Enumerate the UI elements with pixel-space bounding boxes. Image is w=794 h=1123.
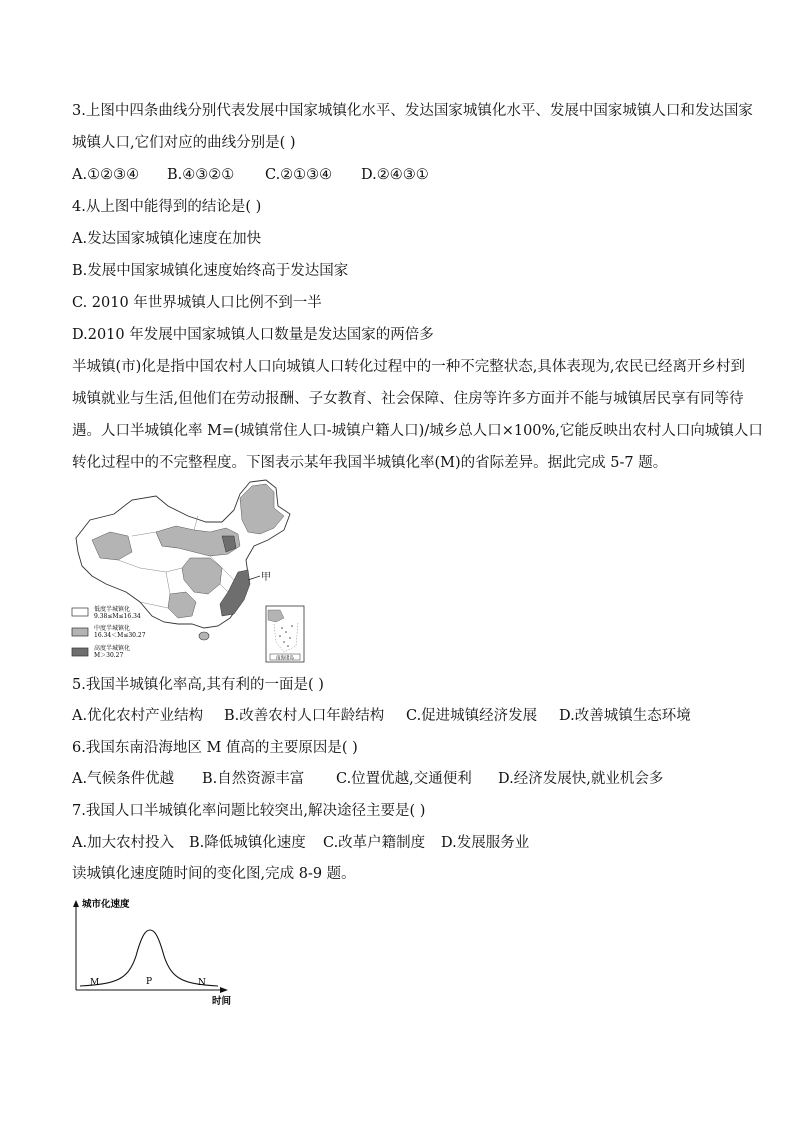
- marker-leader-line: [248, 576, 260, 580]
- q6-options: [72, 769, 663, 789]
- q3-stem-line1: 3.上图中四条曲线分别代表发展中国家城镇化水平、发达国家城镇化水平、发展中国家城镇人口和发达国家: [72, 103, 753, 119]
- point-p-label: P: [146, 977, 153, 987]
- curve-svg: [66, 896, 246, 1012]
- q7-option-a: A.加大农村投入: [72, 835, 175, 851]
- q7-options: [72, 833, 529, 853]
- q6-option-d: D.经济发展快,就业机会多: [498, 771, 664, 787]
- legend-high-title: 高度半城镇化: [94, 645, 131, 652]
- passage-line-1: 半城镇(市)化是指中国农村人口向城镇人口转化过程中的一种不完整状态,具体表现为,农民已经离开乡村到: [72, 359, 746, 375]
- legend-medium-range: 16.34＜M≤30.27: [94, 632, 146, 639]
- q5-stem: 5.我国半城镇化率高,其有利的一面是( ): [72, 677, 324, 693]
- legend-swatch-low: [72, 608, 88, 616]
- q7-stem: 7.我国人口半城镇化率问题比较突出,解决途径主要是( ): [72, 803, 426, 819]
- q3-option-d: D.②④③①: [361, 167, 429, 183]
- q3-option-a: A.①②③④: [72, 167, 140, 183]
- passage-line-2: 城镇就业与生活,但他们在劳动报酬、子女教育、社会保障、住房等许多方面并不能与城镇居民享有同等待: [72, 391, 744, 407]
- legend-low-title: 低度半城镇化: [94, 606, 131, 613]
- q7-option-c: C.改革户籍制度: [323, 835, 426, 851]
- q6-option-b: B.自然资源丰富: [202, 771, 305, 787]
- q3-options: [72, 165, 429, 185]
- legend-swatch-high: [72, 648, 88, 656]
- marker-jia: 甲: [261, 572, 271, 583]
- legend-high-range: M＞30.27: [94, 652, 124, 659]
- q4-option-c: C. 2010 年世界城镇人口比例不到一半: [72, 295, 322, 311]
- q4-stem: 4.从上图中能得到的结论是( ): [72, 199, 262, 215]
- y-axis-arrow: [73, 900, 79, 907]
- q6-option-a: A.气候条件优越: [72, 771, 175, 787]
- legend-swatch-medium: [72, 628, 88, 636]
- x-axis-label: 时间: [212, 996, 232, 1007]
- legend-medium-title: 中度半城镇化: [94, 625, 131, 632]
- legend-low-range: 9.38≤M≤16.34: [94, 613, 141, 620]
- map-legend: [72, 605, 146, 659]
- urbanization-speed-curve: [66, 896, 246, 1012]
- point-m-label: M: [90, 978, 100, 988]
- intro-8-9: 读城镇化速度随时间的变化图,完成 8-9 题。: [72, 866, 356, 882]
- inset-label: 南海诸岛: [276, 656, 294, 661]
- q7-option-d: D.发展服务业: [441, 835, 530, 851]
- q6-option-c: C.位置优越,交通便利: [336, 771, 472, 787]
- q5-option-a: A.优化农村产业结构: [72, 708, 204, 724]
- q3-stem-line2: 城镇人口,它们对应的曲线分别是( ): [72, 135, 296, 151]
- q4-option-d: D.2010 年发展中国家城镇人口数量是发达国家的两倍多: [72, 327, 434, 343]
- q6-stem: 6.我国东南沿海地区 M 值高的主要原因是( ): [72, 740, 358, 756]
- south-sea-inset: [266, 606, 304, 662]
- q5-options: [72, 706, 691, 726]
- passage-line-4: 转化过程中的不完整程度。下图表示某年我国半城镇化率(M)的省际差异。据此完成 5-7 题。: [72, 455, 668, 471]
- q3-option-c: C.②①③④: [265, 167, 333, 183]
- q4-option-a: A.发达国家城镇化速度在加快: [72, 231, 262, 247]
- china-map-svg: [70, 476, 310, 668]
- q7-option-b: B.降低城镇化速度: [189, 835, 306, 851]
- q3-option-b: B.④③②①: [167, 167, 235, 183]
- point-n-label: N: [198, 978, 206, 988]
- semi-urbanization-map: [70, 476, 310, 668]
- q5-option-d: D.改善城镇生态环境: [559, 708, 691, 724]
- y-axis-label: 城市化速度: [82, 899, 130, 910]
- q4-option-b: B.发展中国家城镇化速度始终高于发达国家: [72, 263, 349, 279]
- x-axis-arrow: [220, 987, 228, 993]
- hainan-island: [199, 632, 209, 640]
- q5-option-c: C.促进城镇经济发展: [406, 708, 538, 724]
- q5-option-b: B.改善农村人口年龄结构: [224, 708, 385, 724]
- passage-line-3: 遇。人口半城镇化率 M=(城镇常住人口-城镇户籍人口)/城乡总人口×100%,它能反映出农村人口向城镇人口: [72, 423, 763, 439]
